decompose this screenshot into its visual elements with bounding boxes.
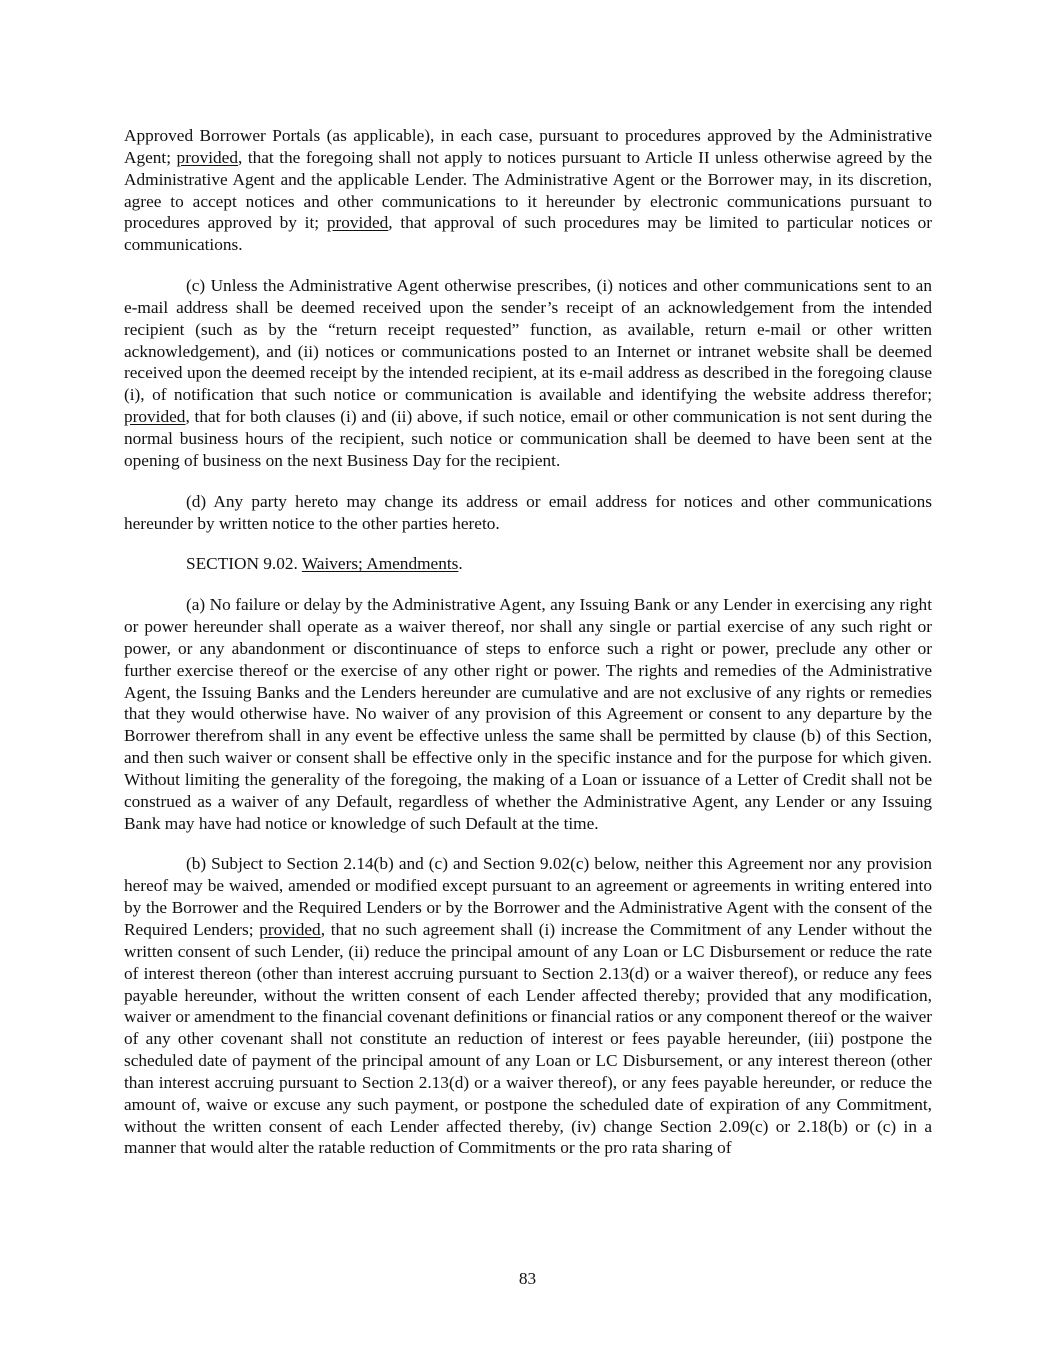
- section-title: Waivers; Amendments: [301, 554, 459, 574]
- provided-term: provided: [176, 147, 238, 167]
- provided-term: provided: [259, 920, 321, 939]
- document-body: [124, 125, 932, 1178]
- paragraph-notices-electronic: Approved Borrower Portals (as applicable), in each case, pursuant to procedures approved by the Administrative Agent; provided, that the foregoing shall not apply to notices pursuant to Article II unless otherwise agreed by the Administrative Agent and the applicable Lender. The Administrative Agent or the Borrower may, in its discretion, agree to accept notices and other communications to it hereunder by electronic communications pursuant to procedures approved by it; provided, that approval of such procedures may be limited to particular notices or communications.: [124, 126, 932, 255]
- page-number: 83: [518, 1269, 537, 1288]
- paragraph-amendments-b: (b) Subject to Section 2.14(b) and (c) and Section 9.02(c) below, neither this Agreement nor any provision hereof may be waived, amended or modified except pursuant to an agreement or agreements in writing entered into by the Borrower and the Required Lenders or by the Borrower and the Administrative Agent with the consent of the Required Lenders; provided, that no such agreement shall (i) increase the Commitment of any Lender without the written consent of such Lender, (ii) reduce the principal amount of any Loan or LC Disbursement or reduce the rate of interest thereon (other than interest accruing pursuant to Section 2.13(d) or a waiver thereof), or reduce any fees payable hereunder, without the written consent of each Lender affected thereby; provided that any modification, waiver or amendment to the financial covenant definitions or financial ratios or any component thereof or the waiver of any other covenant shall not constitute an reduction of interest or fees payable hereunder, (iii) postpone the scheduled date of payment of the principal amount of any Loan or LC Disbursement, or any interest thereon (other than interest accruing pursuant to Section 2.13(d) or a waiver thereof), or any fees payable hereunder, or reduce the amount of, waive or excuse any such payment, or postpone the scheduled date of expiration of any Commitment, without the written consent of each Lender affected thereby, (iv) change Section 2.09(c) or 2.18(b) or (c) in a manner that would alter the ratable reduction of Commitments or the pro rata sharing of: [124, 854, 932, 1158]
- paragraph-clause-d: (d) Any party hereto may change its address or email address for notices and other communications hereunder by written notice to the other parties hereto.: [124, 491, 932, 533]
- paragraph-waivers-a: (a) No failure or delay by the Administrative Agent, any Issuing Bank or any Lender in exercising any right or power hereunder shall operate as a waiver thereof, nor shall any single or partial exercise of any such right or power, or any abandonment or discontinuance of steps to enforce such a right or power, preclude any other or further exercise thereof or the exercise of any other right or power. The rights and remedies of the Administrative Agent, the Issuing Banks and the Lenders hereunder are cumulative and are not exclusive of any rights or remedies that they would otherwise have. No waiver of any provision of this Agreement or consent to any departure by the Borrower therefrom shall in any event be effective unless the same shall be permitted by clause (b) of this Section, and then such waiver or consent shall be effective only in the specific instance and for the purpose for which given. Without limiting the generality of the foregoing, the making of a Loan or issuance of a Letter of Credit shall not be construed as a waiver of any Default, regardless of whether the Administrative Agent, any Lender or any Issuing Bank may have had notice or knowledge of such Default at the time.: [124, 595, 932, 833]
- section-number: SECTION 9.02.: [186, 554, 302, 574]
- provided-term: provided: [124, 407, 186, 427]
- paragraph-clause-c: (c) Unless the Administrative Agent otherwise prescribes, (i) notices and other communications sent to an e-mail address shall be deemed received upon the sender’s receipt of an acknowledgement from the intended recipient (such as by the “return receipt requested” function, as available, return e-mail or other written acknowledgement), and (ii) notices or communications posted to an Internet or intranet website shall be deemed received upon the deemed receipt by the intended recipient, at its e-mail address as described in the foregoing clause (i), of notification that such notice or communication is available and identifying the website address therefor; provided, that for both clauses (i) and (ii) above, if such notice, email or other communication is not sent during the normal business hours of the recipient, such notice or communication shall be deemed to have been sent at the opening of business on the next Business Day for the recipient.: [124, 276, 932, 470]
- provided-term: provided: [326, 213, 389, 233]
- section-heading: SECTION 9.02. Waivers; Amendments.: [186, 554, 463, 574]
